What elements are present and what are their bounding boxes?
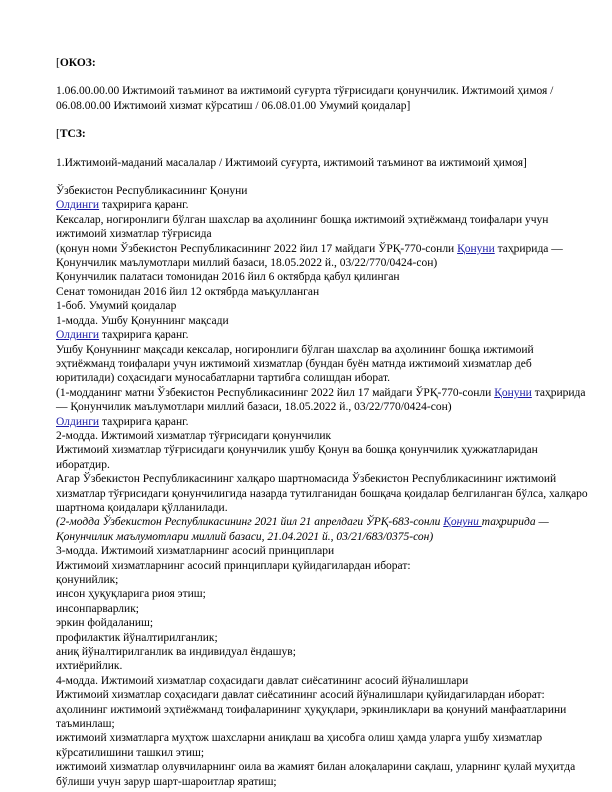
bracket-open: [ bbox=[56, 57, 60, 69]
approved-by-senate: Сенат томонидан 2016 йил 12 октябрда маъқулланган bbox=[56, 285, 320, 298]
law-link[interactable]: Қонуни bbox=[443, 516, 482, 529]
article-4-title: 4-модда. Ижтимоий хизматлар соҳасидаги давлат сиёсатининг асосий йўналишлари bbox=[56, 674, 469, 687]
article-1-text: Ушбу Қонуннинг мақсади кексалар, ногиронлиги бўлган шахслар ва аҳолининг бошқа ижтимоий эҳтиёжманд тоифалари учун ижтимоий хизматлар (бундан буён матнда ижтимоий хизматлар деб юритилади) соҳасидаги муносабатларни тартибга солишдан иборат. bbox=[56, 343, 534, 385]
article-2-paragraph: Агар Ўзбекистон Республикасининг халқаро шартномасида Ўзбекистон Республикасининг ижтимоий хизматлар тўғрисидаги қонунчилигида назарда тутилганидан бошқача қоидалар белгиланган бўлса, халқаро шартнома қоидалари қўлланилади. bbox=[56, 473, 588, 514]
law-link[interactable]: Қонуни bbox=[494, 386, 532, 399]
policy-direction-item: ижтимоий хизматлар олувчиларнинг оила ва жамият билан алоқаларини сақлаш, уларнинг қулай муҳитда бўлиши учун зарур шарт-шароитлар яратиш; bbox=[56, 761, 576, 788]
principle-item: инсонпарварлик; bbox=[56, 602, 139, 615]
article-2-paragraph: Ижтимоий хизматлар тўғрисидаги қонунчилик ушбу Қонун ва бошқа қонунчилик ҳужжатларидан иборатдир. bbox=[56, 444, 538, 471]
okoz-classification: 1.06.00.00.00 Ижтимоий таъминот ва ижтимоий суғурта тўғрисидаги қонунчилик. Ижтимоий ҳимоя / 06.08.00.00 Ижтимоий хизмат кўрсатиш / 06.08.01.00 Умумий қоидалар] bbox=[56, 85, 554, 112]
law-of-republic: Ўзбекистон Республикасининг Қонуни bbox=[56, 185, 248, 198]
previous-edition-note: Олдинги таҳририга қаранг. bbox=[56, 329, 189, 342]
article-2-amendment-note: (2-модда Ўзбекистон Республикасининг 2021 йил 21 апрелдаги ЎРҚ-683-сонли Қонуни таҳририда — Қонунчилик маълумотлари миллий базаси, 21.04.2021 й., 03/21/683/0375-сон) bbox=[56, 516, 549, 543]
okoz-label: ОКОЗ: bbox=[59, 57, 96, 69]
principle-item: профилактик йўналтирилганлик; bbox=[56, 631, 218, 644]
adopted-by-chamber: Қонунчилик палатаси томонидан 2016 йил 6 октябрда қабул қилинган bbox=[56, 271, 400, 284]
chapter-heading: 1-боб. Умумий қоидалар bbox=[56, 300, 177, 313]
law-title: Кексалар, ногиронлиги бўлган шахслар ва аҳолининг бошқа ижтимоий эҳтиёжманд тоифалари учун ижтимоий хизматлар тўғрисида bbox=[56, 213, 549, 241]
document-page bbox=[56, 56, 588, 789]
tsz-heading bbox=[56, 127, 588, 141]
principle-item: инсон ҳуқуқларига риоя этиш; bbox=[56, 588, 206, 601]
bracket-open: [ bbox=[56, 128, 60, 141]
article-3-intro: Ижтимоий хизматларнинг асосий принциплари қуйидагилардан иборат: bbox=[56, 559, 411, 572]
article-2-title: 2-модда. Ижтимоий хизматлар тўғрисидаги қонунчилик bbox=[56, 429, 332, 442]
article-1-amendment-note: (1-модданинг матни Ўзбекистон Республикасининг 2022 йил 17 майдаги ЎРҚ-770-сонли Қонуни таҳририда — Қонунчилик маълумотлари миллий базаси, 18.05.2022 й., 03/22/770/0424-сон) bbox=[56, 386, 586, 414]
law-link[interactable]: Қонуни bbox=[457, 242, 495, 255]
previous-edition-link[interactable]: Олдинги bbox=[56, 415, 100, 428]
tsz-classification: 1.Ижтимоий-маданий масалалар / Ижтимоий суғурта, ижтимоий таъминот ва ижтимоий ҳимоя] bbox=[56, 156, 527, 169]
okoz-heading bbox=[56, 56, 588, 70]
policy-direction-item: ижтимоий хизматларга муҳтож шахсларни аниқлаш ва ҳисобга олиш ҳамда уларга ушбу хизматлар кўрсатилишини ташкил этиш; bbox=[56, 732, 543, 759]
article-3-title: 3-модда. Ижтимоий хизматларнинг асосий принциплари bbox=[56, 545, 335, 558]
principle-item: эркин фойдаланиш; bbox=[56, 617, 154, 630]
previous-edition-note: Олдинги таҳририга қаранг. bbox=[56, 199, 189, 212]
previous-edition-note: Олдинги таҳририга қаранг. bbox=[56, 415, 189, 428]
article-4-intro: Ижтимоий хизматлар соҳасидаги давлат сиёсатининг асосий йўналишлари қуйидагилардан иборат: bbox=[56, 689, 545, 702]
previous-edition-link[interactable]: Олдинги bbox=[56, 199, 100, 212]
previous-edition-link[interactable]: Олдинги bbox=[56, 329, 100, 342]
principle-item: аниқ йўналтирилганлик ва индивидуал ёндашув; bbox=[56, 646, 296, 659]
title-amendment-note: (қонун номи Ўзбекистон Республикасининг 2022 йил 17 майдаги ЎРҚ-770-сонли Қонуни таҳририда — Қонунчилик маълумотлари миллий базаси, 18.05.2022 й., 03/22/770/0424-сон) bbox=[56, 242, 563, 270]
article-1-title: 1-модда. Ушбу Қонуннинг мақсади bbox=[56, 314, 229, 327]
principle-item: ихтиёрийлик. bbox=[56, 660, 123, 673]
principle-item: қонунийлик; bbox=[56, 574, 119, 586]
tsz-label: ТСЗ: bbox=[59, 128, 86, 141]
policy-direction-item: аҳолининг ижтимоий эҳтиёжманд тоифаларининг ҳуқуқлари, эркинликлари ва қонуний манфаатларини таъминлаш; bbox=[56, 703, 567, 731]
